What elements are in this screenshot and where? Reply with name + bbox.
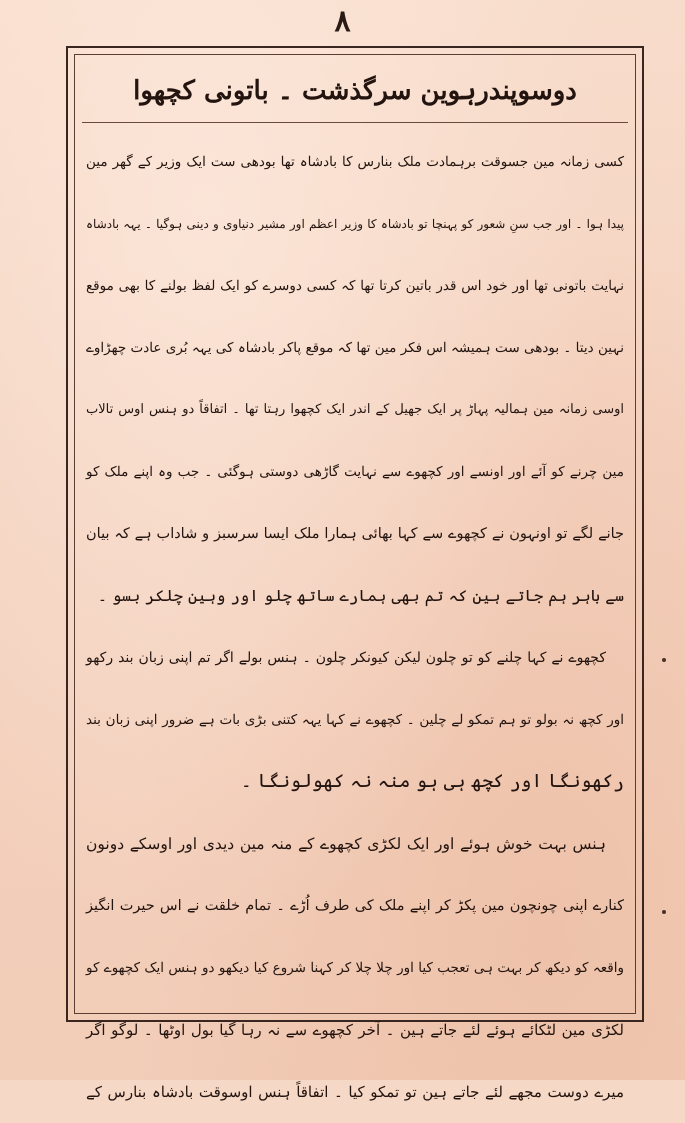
text-line: مین چرنے کو آئے اور اونسے اور کچھوے سے نہایت گاڑھی دوستی ہوگئی ۔ جب وہ اپنے ملک کو [86, 464, 624, 480]
text-line: ہنس بہت خوش ہوئے اور ایک لکڑی کچھوے کے منہ مین دیدی اور اوسکے دونون [86, 835, 606, 853]
page-number: ٨ [334, 4, 351, 39]
chapter-heading: دوسوپندرہوین سرگذشت ۔ باتونی کچھوا [82, 62, 628, 123]
text-line: سے باہر ہم جاتے ہین کہ تم بھی ہمارے ساتھ چلو اور وہین چلکر بسو ۔ [97, 586, 624, 605]
text-line: اور کچھ نہ بولو تو ہم تمکو لے چلین ۔ کچھوے نے کہا یہہ کتنی بڑی بات ہے ضرور اپنی زبان بند [86, 712, 624, 728]
text-line: کچھوے نے کہا چلنے کو تو چلون لیکن کیونکر چلون ۔ ہنس بولے اگر تم اپنی زبان بند رکھو [86, 650, 606, 666]
text-line: لکڑی مین لٹکائے ہوئے لئے جاتے ہین ۔ آخر کچھوے سے نہ رہا گیا بول اوٹھا ۔ لوگو اگر [86, 1021, 624, 1039]
body-text [82, 131, 628, 1123]
margin-mark [662, 910, 666, 914]
text-line: اوسی زمانہ مین ہمالیہ پہاڑ پر ایک جھیل کے اندر ایک کچھوا رہتا تھا ۔ اتفاقاً دو ہنس اوس تالاب [86, 402, 624, 417]
text-line: واقعہ کو دیکھ کر بہت ہی تعجب کیا اور چلا چلا کر کہنا شروع کیا دیکھو دو ہنس ایک کچھوے کو [86, 960, 624, 976]
text-line: رکھونگا اور کچھ ہی ہو منہ نہ کھولونگا ۔ [240, 771, 624, 792]
text-line: کسی زمانہ مین جسوقت برہمادت ملک بنارس کا بادشاہ تھا بودھی ست ایک وزیر کے گھر مین [86, 154, 624, 170]
text-line: نہایت باتونی تھا اور خود اس قدر باتین کرتا تھا کہ کسی دوسرے کو ایک لفظ بولنے کا بھی موقع [86, 278, 624, 294]
text-line: پیدا ہوا ۔ اور جب سنِ شعور کو پہنچا تو بادشاہ کا وزیر اعظم اور مشیر دنیاوی و دینی ہوگیا ۔ یہہ بادشاہ [86, 217, 624, 231]
text-line: میرے دوست مجھے لئے جاتے ہین تو تمکو کیا ۔ اتفاقاً ہنس اوسوقت بادشاہ بنارس کے [86, 1083, 624, 1101]
margin-mark [662, 658, 666, 662]
text-line: جانے لگے تو اونہون نے کچھوے سے کہا بھائی ہمارا ملک ایسا سرسبز و شاداب ہے کہ بیان [86, 526, 624, 542]
text-line: نہین دیتا ۔ بودھی ست ہمیشہ اس فکر مین تھا کہ موقع پاکر بادشاہ کی یہہ بُری عادت چھڑاوے [86, 340, 624, 356]
text-block [82, 62, 628, 1101]
text-line: کنارے اپنی چونچون مین پکڑ کر اپنے ملک کی طرف اُڑے ۔ تمام خلقت نے اس حیرت انگیز [86, 898, 624, 914]
